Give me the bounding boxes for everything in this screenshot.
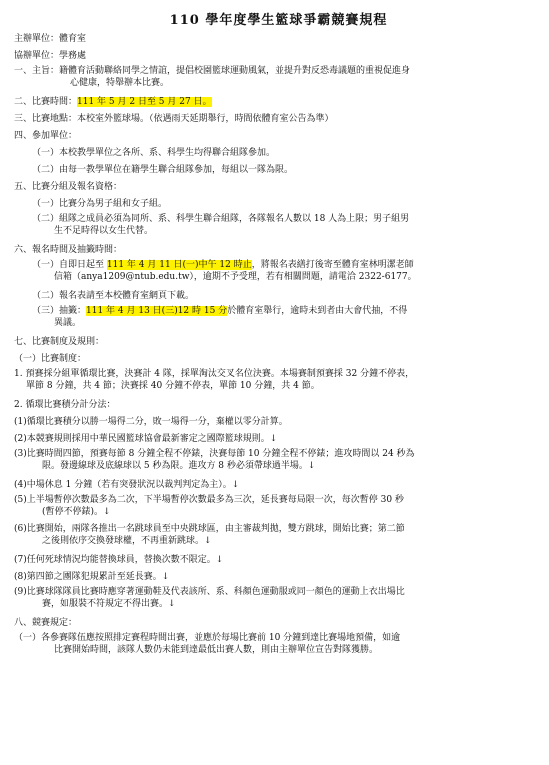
section-6-item-3 [14,305,543,317]
section-6-item-1 [14,259,543,271]
organizer: 主辦單位：體育室 [14,34,87,44]
section-7-rules: 七、比賽制度及規則： [14,337,105,347]
section-5-item-2-cont: 生不足時得以女生代替。 [54,226,154,236]
section-8-item-1: （一）各參賽隊伍應按照排定賽程時間出賽，並應於每場比賽前 10 分鐘到達比賽場地預備，如逾 [14,633,401,643]
scoring-rule-9-cont: 賽，如服裝不符規定不得出賽。↓ [42,599,176,609]
scoring-rule-4: (4)中場休息 1 分鐘（若有突發狀況以裁判判定為主）。↓ [14,480,240,490]
scoring-rule-6-cont: 之後則依序交換發球權，不再重新跳球。↓ [42,536,212,546]
scoring-rule-3-cont: 限。發邊線球及底線球以 5 秒為限。進攻方 8 秒必須帶球過半場。↓ [42,461,316,471]
section-8-regulations: 八、競賽規定： [14,618,78,628]
rule-2-header: 2. 循環比賽積分計分法： [14,400,116,410]
section-7-item-1: （一）比賽制度： [14,354,87,364]
scoring-rule-2: (2)本競賽規則採用中華民國籃球協會最新審定之國際籃球規則。↓ [14,434,278,444]
section-4-item-1: （一）本校教學單位之各所、系、科學生均得聯合組隊參加。 [32,148,276,158]
section-3-venue: 三、比賽地點：本校室外籃球場。（依遇雨天延期舉行，時間依體育室公告為準） [14,114,334,124]
scoring-rule-7: (7)任何死球情況均能替換球員，替換次數不限定。↓ [14,555,224,565]
section-6-item-3-post: 於體育室舉行，逾時未到者由大會代抽，不得 [227,306,408,316]
section-6-registration: 六、報名時間及抽籤時間： [14,245,123,255]
document-title: 110 學年度學生籃球爭霸競賽規程 [169,13,388,28]
scoring-rule-1: (1)循環比賽積分以勝一場得二分，敗一場得一分，棄權以零分計算。 [14,417,288,427]
scoring-rule-9: (9)比賽球隊隊員比賽時應穿著運動鞋及代表該所、系、科顏色運動服或同一顏色的運動上衣出場比 [14,587,405,597]
section-6-item-1-pre: （一）自即日起至 [32,260,107,270]
section-6-item-1-cont: 信箱（anya1209@ntub.edu.tw），逾期不予受理，若有相關問題，請電洽 2322-6177。 [54,272,417,282]
section-5-groups: 五、比賽分組及報名資格： [14,182,123,192]
section-5-item-1: （一）比賽分為男子組和女子組。 [32,199,168,209]
section-1-purpose: 一、主旨：籍體育活動聯絡同學之情誼，提倡校園籃球運動風氣，並提升對反恐毒議題的重視促進身 [14,66,411,76]
rule-1-1: 1. 預賽採分組單循環比賽，決賽計 4 隊，採單淘汰交叉名位決賽。本場賽制預賽採 32 分鐘不停表， [14,369,415,379]
section-2-label: 二、比賽時間： [14,97,78,107]
section-6-item-3-cont: 異議。 [54,318,82,328]
section-2-time [14,94,543,111]
scoring-rule-8: (8)第四節之團隊犯規累計至延長賽。↓ [14,572,170,582]
section-2-highlight: 111 年 5 月 2 日至 5 月 27 日。 [77,97,212,107]
section-4-item-2: （二）由每一教學單位在籍學生聯合組隊參加，每組以一隊為限。 [32,165,294,175]
section-1-purpose-cont: 心健康，特舉辦本比賽。 [70,78,170,88]
section-6-item-2: （二）報名表請至本校體育室網頁下載。 [32,291,195,301]
section-6-item-1-highlight: 111 年 4 月 11 日(一)中午 12 時止 [106,260,252,270]
section-6-item-3-pre: （三）抽籤： [32,306,87,316]
scoring-rule-3: (3)比賽時間四節，預賽每節 8 分鐘全程不停錶，決賽每節 10 分鐘全程不停錶；進攻時間以 24 秒為 [14,449,415,459]
section-6-item-3-highlight: 111 年 4 月 13 日(三)12 時 15 分 [86,306,228,316]
section-5-item-2: （二）組隊之成員必須為同所、系、科學生聯合組隊，各隊報名人數以 18 人為上限；男子組男 [32,214,410,224]
section-4-participants: 四、參加單位： [14,131,78,141]
scoring-rule-6: (6)比賽開始，兩隊各推出一名跳球員至中央跳球區，由主審裁判拋，雙方跳球，開始比賽；第二節 [14,524,405,534]
scoring-rule-5-cont: (暫停不停錶)。↓ [42,507,111,517]
section-8-item-1-cont: 比賽開始時間，該隊人數仍未能到達最低出賽人數，則由主辦單位宣告對隊獲勝。 [54,645,379,655]
section-6-item-1-post: ，將報名表繕打後寄至體育室林明潔老師 [251,260,414,270]
scoring-rule-5: (5)上半場暫停次數最多為二次，下半場暫停次數最多為三次，延長賽每局限一次，每次暫停 30 秒 [14,495,404,505]
co-organizer: 協辦單位：學務處 [14,51,87,61]
rule-1-1-cont: 單節 8 分鐘，共 4 節；決賽採 40 分鐘不停表，單節 10 分鐘，共 4 節。 [26,381,320,391]
